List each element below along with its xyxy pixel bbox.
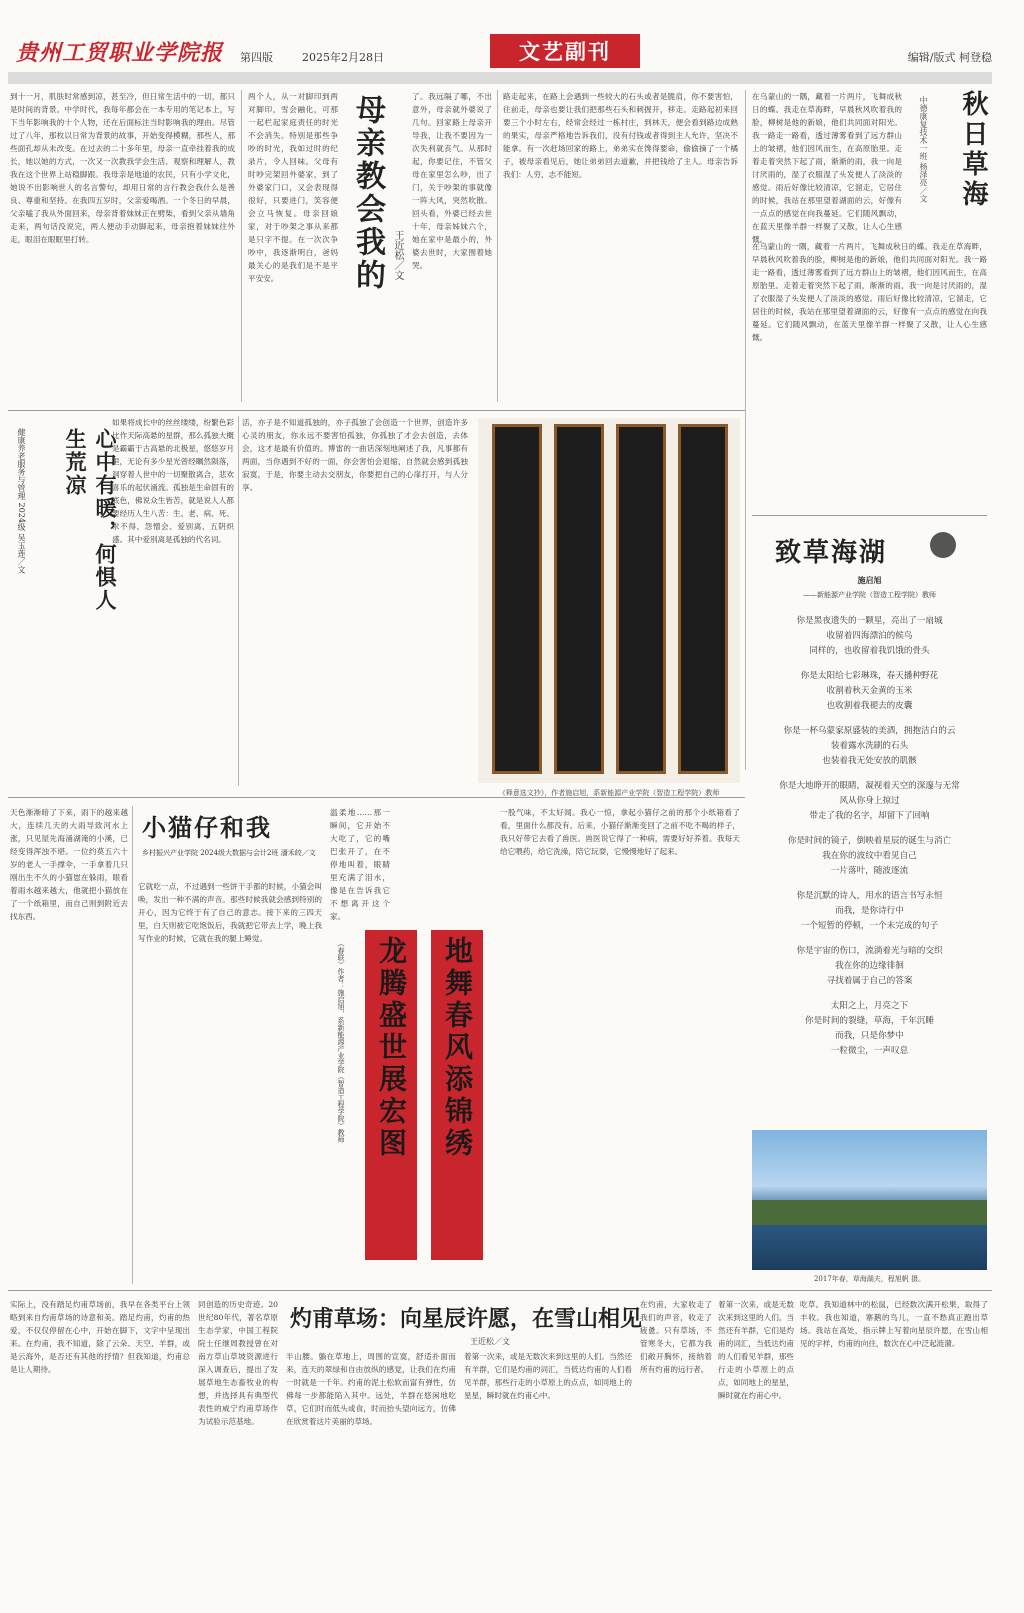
couplet-right-text: 龙腾盛世展宏图 <box>375 936 408 1160</box>
poem-line: 你是沉默的诗人，用水的语言书写永恒 <box>796 891 943 901</box>
snow-author: 王近松／文 <box>470 1337 510 1346</box>
paper-name: 贵州工贸职业学院报 <box>16 40 224 66</box>
lake-poem <box>752 614 987 1124</box>
snow-title: 灼甫草场：向星辰许愿，在雪山相见 <box>290 1306 643 1332</box>
calligraphy-caption: 《释意选文抄》，作者施启旭，系新能源产业学院（智造工程学院）教师 <box>498 789 720 797</box>
poem-stanza <box>752 779 987 824</box>
mother-col-1: 到十一月，肌肤时常感到凉，甚至冷，但日常生活中的一切，都只是时间的背景。中学时代，我每年都会在一本专用的笔记本上，写下当年影响我的十个人物，还在后面标注当时影响我的理由。尽管过了八年，那枚以日常为背景的故事，开始变得模糊，那些人，那些面孔却从未改变。在过去的二十多年里，母亲一直牵挂着我的成长，她以她的方式，一次又一次教我学会生活、观察和理解人，教我在这个世界上站稳脚跟。我母亲是地道的农民，只有小学文化，她说不出影响世人的名言警句，却用日常的言行教会我什么是善良、尊重和坚持。在我四五岁时，父亲爱喝酒。一个冬日的早晨，父亲嗑了我从外面回来，母亲背着妹妹正在劈柴，看到父亲从墙角走来，两句话没说完，两人便动手动脚起来，母亲抱着妹妹往外走，眼泪在眼眶里打转。 <box>10 92 235 244</box>
poem-line: 太阳之上，月亮之下 <box>830 1001 909 1011</box>
cat-title: 小猫仔和我 <box>142 813 272 842</box>
lake-affil: ——新能源产业学院（智造工程学院）教师 <box>803 591 936 599</box>
poem-line: 你是时间的裂缝，草海，千年沉睡 <box>805 1016 934 1026</box>
poem-stanza <box>752 944 987 989</box>
poem-stanza <box>752 614 987 659</box>
heart-col-2: 活，亦子是不知道孤独的，亦子孤独了会创造一个世界，创造许多心灵的朋友，你永远不要害怕孤独，你孤独了才会去创造，去体会，这才是最有价值的。博雷的一曲话深刻地阐述了我，凡事都有两面，当你遇到不好的一面，你会害怕会退缩，自然就会感到孤独寂寞，于是，你要主动去交朋友，你要把自己的心扉打开，与人分享。 <box>242 418 468 492</box>
poem-stanza <box>752 834 987 879</box>
cat-byline: 乡村振兴产业学院 2024级大数据与会计2班 潘禾皎／文 <box>142 849 316 857</box>
poem-line: 寻找着属于自己的答案 <box>826 976 913 986</box>
cat-col-4: 一股气味，不太好闻。我心一惊，拿起小猫仔之前的那个小纸箱看了看，里面什么都没有。后来，小猫仔渐渐变回了之前不吃不喝的样子，我只好带它去看了兽医。兽医说它得了一种病，需要好好养着。我每天给它喂药，给它洗澡，陪它玩耍，它慢慢地好了起来。 <box>500 808 740 856</box>
calligraphy-scroll <box>554 424 604 774</box>
poem-line: 装着露水洗刷的石头 <box>830 741 909 751</box>
poem-line: 你是一杯乌蒙家原盛装的美酒，拥抱洁白的云 <box>783 726 956 736</box>
couplet-scroll-left <box>431 930 483 1260</box>
poem-stanza <box>752 724 987 769</box>
snow-col-5b: 着第一次来，或是无数次来到这里的人们。当然还有羊群，它们是灼甫的词汇，当低达灼甫的人们看见羊群，那些行走的小草原上的点点，如同地上的星星，瞬时就在灼甫心中。 <box>718 1300 794 1400</box>
heart-col-1: 如果将成长中的丝丝缕缕，纷繁色彩比作天际高悬的星群，那么孤独大概是霸霸于古高悬的北极星，悠悠岁月里，无论有多少星光曾经瞩然陨落，洞穿着人世中的一切聚散离合，悲欢喜乐的起伏涌流。孤独是生命固有的底色，佛说众生皆苦，就是说人人都要经历人生八苦：生、老、病、死、求不得、怨憎会、爱别离、五阴炽盛。其中爱别离是孤独的代名词。 <box>112 418 234 544</box>
couplet-artwork <box>355 930 495 1270</box>
couplet-scroll-right <box>365 930 417 1260</box>
calligraphy-scroll <box>678 424 728 774</box>
poem-line: 一个短暂的停顿，一个未完成的句子 <box>800 921 939 931</box>
couplet-caption: （春联）作者：施启旭，系新能源产业学院（智造工程学院）教师 <box>337 940 345 1143</box>
lake-photo-hills <box>752 1200 987 1225</box>
section-title: 文艺副刊 <box>519 39 611 64</box>
poem-line: 同样的，也收留着我饥饿的骨头 <box>809 646 930 656</box>
poem-line: 也装着我无处安放的肌骸 <box>822 756 917 766</box>
snow-col-3: 半山腰。躺在草地上，周围的宣寞，舒适扑面而来，连天的翠绿和自由放纵的感觉，让我们在灼甫一时就是一千年。约甫的泥土松软而富有弹性，仿佛每一步都能陷入其中。远处，羊群在悠闲地吃草，它们时而低头或食，时而抬头望向远方，仿佛在欣赏着这片美丽的草场。 <box>286 1352 456 1426</box>
snow-col-2: 同创造的历史奇迹。20世纪80年代，著名草原生态学家，中国工程院院士任继周教授曾在对南方草山草坡资源进行深入调查后，提出了发展草地生态畜牧业的构想，并选择具有典型代表性的威宁灼甫草场作为试验示范基地。 <box>198 1300 278 1426</box>
heart-title: 心中有暖，何惧人生荒凉 <box>63 428 118 612</box>
cat-col-3: 温柔地……那一瞬间，它开始不大吃了，它的嘴巴张开了，在不停地叫着，眼睛里充满了泪水，像是在告诉我它不想离开这个家。 <box>330 808 390 921</box>
snow-col-5: 在灼甫，大家收走了我们的声音，收走了疲惫。只有草场，不管寒冬大，它都为我们敞开胸怀，接纳着所有灼甫的远行者。 <box>640 1300 712 1374</box>
calligraphy-artwork <box>478 418 740 783</box>
masthead-band <box>8 72 992 84</box>
edition: 第四版 <box>240 51 273 64</box>
autumn-body-top: 在乌蒙山的一隅，藏着一片两片，飞舞成秋日的蝶。我走在草海畔，早晨秋风吹着我的脸，柳树是他的新娘，他们共同面对阳光。我一路走一路看，透过薄雾看到了远方群山上的皱褶，他们因风而生，在高原胎里。走着走着突然下起了雨，渐渐的雨，我一向是讨厌雨的，湿了衣服湿了头发便人了淡淡的感觉。雨后好像比较清凉，它溜走，它居住的时候，我站在那里望着湖面的云，好像有一点点的感觉在向我蔓延。它们随风飘动，在蓝天里像羊群一样聚了又散，让人心生感慨。 <box>752 92 902 244</box>
poem-line: 而我，只是你梦中 <box>835 1031 904 1041</box>
masthead <box>0 0 1024 72</box>
mother-col-2: 两个人，从一对脚印到两对脚印，雪会融化，可那一起栏起家庭责任的时光不会消失。特别是那些争吵的时光，我如过时的纪录片，令人回味。父母有时吵完架回外婆家，到了外婆家门口，又会表现得很好，只要进门，笑容便会立马恢复。母亲回娘家，对于吵架之事从来都是只字不提。在一次次争吵中，我逐渐明白，爸妈最关心的是我们是不是平平安安。 <box>248 92 338 283</box>
poem-stanza <box>752 669 987 714</box>
couplet-left-text: 地舞春风添锦绣 <box>441 936 474 1160</box>
poem-stanza <box>752 889 987 934</box>
snow-col-6: 吃草。我知道林中的松鼠，已经数次满开松果，取得了丰收。我也知道，寨鹅的鸟儿，一直不愁真正跑出草场。我站在高处，指示牌上写着向星辰许愿，在雪山相见的字样，灼甫的向往，数次在心中泛起涟漪。 <box>800 1300 988 1348</box>
autumn-title: 秋日草海 <box>958 90 988 210</box>
lake-icon <box>930 532 956 558</box>
poem-line: 你是黑夜遗失的一颗星，亮出了一扇城 <box>796 616 943 626</box>
poem-line: 你是大地睁开的眼睛，凝视着天空的深邃与无常 <box>779 781 960 791</box>
lake-title: 致草海湖 <box>775 538 888 568</box>
mother-title: 母亲教会我的 <box>350 94 385 292</box>
poem-stanza <box>752 999 987 1059</box>
poem-line: 你是时间的镜子，倒映着星辰的诞生与消亡 <box>787 836 952 846</box>
mother-author: 王近松／文 <box>392 230 403 280</box>
poem-line: 也收割着我褪去的皮囊 <box>826 701 913 711</box>
issue-date: 2025年2月28日 <box>302 51 384 64</box>
snow-col-1: 实际上，没有踏足灼甫草场前，我早在各类平台上领略到来自灼甫草场的诗意和美。踏足灼甫，灼甫的热爱，不仅仅停留在心中，开始在脚下，文字中呈现出来。在灼甫，我不知道，除了云朵、天空、羊群，或是云海外，是否还有其他的抒情？但我知道，灼甫总是让人期待。 <box>10 1300 190 1374</box>
calligraphy-scroll <box>492 424 542 774</box>
calligraphy-scroll <box>616 424 666 774</box>
cat-col-2: 它就吃一点，不过遇到一些饼干手都的时候，小猫会叫唤，发出一种不满的声音。那些时候我就会感到特别的开心，因为它终于有了自己的意志。接下来的三四天里，白天则被它吃饱饭后，我就把它带去上学，晚上我写作业的时候，它就在我的腿上睡觉。 <box>138 882 322 943</box>
heart-byline: 健康养老服务与管理 2024级 吴玉莲／文 <box>17 428 26 574</box>
mother-col-3: 了。我远隔了哪，不出意外，母亲就外婆说了几句。回家路上母亲开导我，让我不要因为一次失利就丧气。从那时起，你要记住，不管父母在家里怎么吵，出了门，关于吵架的事就像一阵大风，突然吹散。回头看，外婆已经去世十年，母亲姊妹六个，她在家中是最小的，外婆去世时，大家围着她哭。 <box>412 92 492 270</box>
autumn-byline: 中德康复技术一班 杨泽亮／文 <box>919 96 928 203</box>
lake-photo-caption: 2017年春，草海湖夫，程旭帆 摄。 <box>813 1275 926 1283</box>
lake-author: 施启旭 <box>857 575 882 585</box>
poem-line: 一粒微尘，一声叹息 <box>830 1046 909 1056</box>
autumn-body-bottom: 在乌蒙山的一隅，藏着一片两片，飞舞成秋日的蝶。我走在草海畔，早晨秋风吹着我的脸，柳树是他的新娘，他们共同面对阳光。我一路走一路看，透过薄雾看到了远方群山上的皱褶，他们因风而生，在高原胎里。走着走着突然下起了雨，渐渐的雨，我一向是讨厌雨的，湿了衣服湿了头发便人了淡淡的感觉。雨后好像比较清凉，它溜走，它居住的时候，我站在那里望着湖面的云，好像有一点点的感觉在向我蔓延。它们随风飘动，在蓝天里像羊群一样聚了又散，让人心生感慨。 <box>752 242 987 342</box>
cat-col-1: 天色渐渐暗了下来，雨下的越来越大，连续几天的大雨导致河水上涨，只见屋先海涌湖淹的小溪，已经变得浑浊不堪。一位约莫五六十岁的老人一手撑伞，一手拿着几只刚出生不久的小猫崽在躲雨，眼看着雨水越来越大，他就把小猫放在了一个纸箱里，而自己则到附近去找东西。 <box>10 808 128 921</box>
poem-line: 一片落叶，随波逐流 <box>830 866 909 876</box>
section-banner <box>490 34 640 68</box>
mother-col-4: 路走起来，在路上会遇到一些较大的石头或者是脆肩，你不要害怕，往前走，母亲也要让我们把那些石头和刺握开，移走。走路起初来回要三个小时左右，经常会经过一栋村庄，到林天，便会看到路边成熟的果实，母亲严格地告诉我们，没有付钱或者得到主人允许，坚决不能拿。有一次赶场回家的路上，弟弟实在馋得要命，偷偷摘了一个橘子，被母亲看见后，她让弟弟回去道歉，并把钱给了主人。母亲告诉我们：人穷，志不能短。 <box>503 92 738 179</box>
lake-photo <box>752 1130 987 1270</box>
poem-line: 我在你的波纹中看见自己 <box>822 851 917 861</box>
poem-line: 而我，是你诗行中 <box>835 906 904 916</box>
poem-line: 我在你的边缘徘徊 <box>835 961 904 971</box>
poem-line: 带走了我的名字，却留下了回响 <box>809 811 930 821</box>
poem-line: 收割着秋天金黄的玉米 <box>826 686 913 696</box>
poem-line: 收留着四海漂泊的候鸟 <box>826 631 913 641</box>
snow-col-4: 着第一次来，或是无数次来到这里的人们。当然还有羊群，它们是灼甫的词汇，当低达灼甫的人们看见羊群，那些行走的小草原上的点点，如同地上的星星，瞬时就在灼甫心中。 <box>464 1352 632 1400</box>
poem-line: 你是太阳给七彩琳珠，春天播种野花 <box>800 671 939 681</box>
poem-line: 你是宇宙的伤口，流淌着光与暗的交织 <box>796 946 943 956</box>
editor-credit: 编辑/版式 柯登稳 <box>907 51 992 64</box>
poem-line: 风从你身上掠过 <box>839 796 900 806</box>
